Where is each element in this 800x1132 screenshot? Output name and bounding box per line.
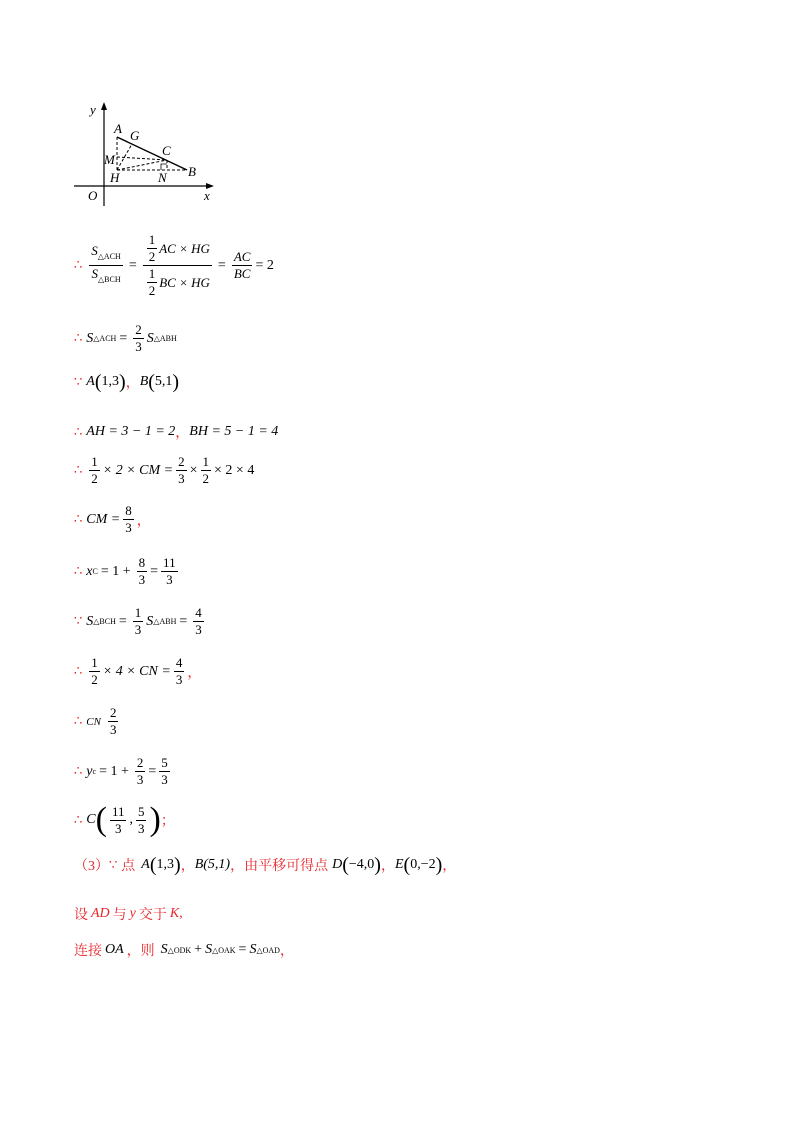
x-var: x <box>86 563 93 579</box>
fraction: $\frac{1}{2}$ <box>91 655 98 687</box>
fraction: $\frac{11}{3}$ <box>111 803 125 836</box>
line-3: ∵ A ( 1,3 ) ， B ( 5,1 ) <box>74 371 180 393</box>
therefore-symbol: ∴ <box>74 664 83 679</box>
line-7 <box>74 555 181 588</box>
expression: × 2 × CM = <box>102 462 174 478</box>
translation-text: ，由平移可得点 <box>230 859 329 874</box>
s-symbol: S <box>146 613 154 629</box>
expression-tail: × 2 × 4 <box>214 462 255 478</box>
fraction: $\frac{8}{3}$ <box>138 555 146 587</box>
ac: AC <box>233 249 251 264</box>
comma: ， <box>125 376 140 391</box>
point-e: E <box>394 857 404 872</box>
coordinate-figure <box>72 100 222 210</box>
point-b: B(5,1) <box>194 857 231 872</box>
cm-lhs: CM = <box>86 511 121 527</box>
label-x: x <box>204 188 210 203</box>
line-14 <box>74 904 183 924</box>
label-o: O <box>88 188 98 203</box>
s-symbol: S <box>91 266 98 281</box>
text: 连接 <box>74 944 102 959</box>
y-var: y <box>86 763 93 779</box>
subscript: △BCH <box>98 275 121 284</box>
fraction: $\frac{2}{3}$ <box>136 755 144 787</box>
label-g: G <box>130 128 140 143</box>
subscript: C <box>92 567 98 576</box>
therefore-symbol: ∴ <box>74 764 83 779</box>
fraction: $\frac{1}{3}$ <box>134 605 142 637</box>
fraction: $\frac{11}{3}$ <box>163 555 176 587</box>
result: = 2 <box>255 257 274 273</box>
therefore-symbol: ∴ <box>74 258 83 273</box>
therefore-symbol: ∴ <box>74 812 83 828</box>
point-word: 点 <box>121 859 136 874</box>
text: 交于 <box>138 908 167 923</box>
area-ratio-fraction <box>89 243 123 288</box>
fraction: $\frac{4}{3}$ <box>195 605 202 637</box>
area-formula-fraction <box>143 232 212 299</box>
comma: ， <box>279 944 294 959</box>
line-4 <box>74 422 278 442</box>
therefore-symbol: ∴ <box>74 714 83 729</box>
line-8 <box>74 605 207 638</box>
s-symbol: S <box>86 330 94 346</box>
label-y: y <box>90 102 96 117</box>
line-6 <box>74 503 151 536</box>
subscript: △ABH <box>153 334 177 343</box>
equals: = <box>148 763 157 779</box>
ac-hg: AC × HG <box>159 240 210 256</box>
y-axis-ref: y <box>129 906 136 921</box>
point-c: C <box>86 812 96 827</box>
s-symbol: S <box>146 330 154 346</box>
ah-value: AH = 3 − 1 = 2 <box>86 424 176 439</box>
subscript: △ABH <box>153 617 177 626</box>
label-b: B <box>188 164 196 179</box>
point-d-coords: −4,0 <box>348 857 375 872</box>
line-12: ∴ C ( $\frac{11}{3}$ , $\frac{5}{3}$ ) ； <box>74 801 175 838</box>
bc: BC <box>233 266 251 281</box>
bh-value: BH = 5 − 1 = 4 <box>189 424 279 439</box>
s-symbol: S <box>91 243 98 258</box>
half-num: 1 <box>148 232 156 247</box>
label-a: A <box>114 121 122 136</box>
line-15 <box>74 940 294 960</box>
therefore-symbol: ∴ <box>74 463 83 478</box>
point-a: A <box>86 374 95 389</box>
fraction: $\frac{2}{3}$ <box>178 454 185 486</box>
text: ，则 <box>126 944 155 959</box>
subscript: △OAK <box>212 945 236 955</box>
line-13: （3） ∵ 点 A ( 1,3 ) ， B(5,1) ，由平移可得点 D ( −4,0 ) ， E ( 0,−2 ) ， <box>74 854 457 876</box>
subscript: △ACH <box>97 252 121 261</box>
subscript: △ODK <box>167 945 192 955</box>
comma: ， <box>187 665 202 681</box>
label-h: H <box>110 170 120 185</box>
line-9 <box>74 655 201 688</box>
part-number: （3） <box>74 859 109 874</box>
line-1: ∴ $\frac{S_{\triangle ACH}}{S_{\triangle BCH}}$ = $\frac{1}{2}$ AC × HG $\frac{1}{2}$ BC × HG = $\frac{AC}{BC}$ = 2 <box>74 232 274 298</box>
line-11 <box>74 755 173 788</box>
comma: ， <box>180 859 195 874</box>
fraction: $\frac{2}{3}$ <box>135 322 142 354</box>
expression: × 4 × CN = <box>102 663 171 679</box>
plus: + <box>194 942 203 957</box>
half-num: 1 <box>148 266 156 281</box>
line-10 <box>74 705 121 738</box>
because-symbol: ∵ <box>74 374 83 390</box>
fraction: $\frac{8}{3}$ <box>125 503 132 535</box>
line-ad: AD <box>91 906 110 921</box>
point-b-coords: 5,1 <box>154 374 173 389</box>
times: × <box>189 462 198 478</box>
equals: = <box>238 942 247 957</box>
equals: = <box>150 563 159 579</box>
point-e-coords: 0,−2 <box>410 857 436 872</box>
fraction: $\frac{1}{2}$ <box>91 454 98 486</box>
comma: ， <box>442 859 457 874</box>
segment-hc <box>117 160 167 170</box>
subscript: △BCH <box>93 617 116 626</box>
s-symbol: S <box>160 942 168 957</box>
text: 设 <box>74 908 88 923</box>
equals: = <box>179 613 188 629</box>
subscript: △ACH <box>93 334 117 343</box>
comma: , <box>179 906 183 921</box>
semicolon: ； <box>160 814 175 829</box>
point-b: B <box>139 374 149 389</box>
because-symbol: ∵ <box>74 614 83 629</box>
equals: = <box>118 613 127 629</box>
label-n: N <box>158 170 167 185</box>
cn-lhs: CN <box>86 715 101 728</box>
segment-oa: OA <box>105 942 124 957</box>
subscript: c <box>92 767 97 776</box>
y-arrow <box>101 102 107 110</box>
comma: ， <box>380 859 395 874</box>
fraction: $\frac{2}{3}$ <box>109 705 117 737</box>
subscript: △OAD <box>256 945 280 955</box>
therefore-symbol: ∴ <box>74 424 83 440</box>
fraction: $\frac{4}{3}$ <box>175 655 183 687</box>
comma: ， <box>136 513 151 529</box>
therefore-symbol: ∴ <box>74 512 83 527</box>
label-m: M <box>104 152 115 167</box>
expression: = 1 + <box>99 763 129 779</box>
comma: ， <box>175 426 190 441</box>
point-a-coords: 1,3 <box>156 857 175 872</box>
fraction: $\frac{1}{2}$ <box>202 454 210 486</box>
text: 与 <box>112 908 127 923</box>
because-symbol: ∵ <box>109 857 118 873</box>
line-2 <box>74 322 177 355</box>
expression: = 1 + <box>100 563 131 579</box>
therefore-symbol: ∴ <box>74 331 83 346</box>
point-a: A <box>141 857 150 872</box>
therefore-symbol: ∴ <box>74 564 83 579</box>
s-symbol: S <box>205 942 213 957</box>
point-a-coords: 1,3 <box>101 374 120 389</box>
line-5 <box>74 454 254 487</box>
label-c: C <box>162 143 171 158</box>
half-den: 2 <box>148 249 156 264</box>
segment-ab <box>117 137 187 170</box>
fraction: $\frac{5}{3}$ <box>161 755 168 787</box>
point-d: D <box>332 857 343 872</box>
equals: = <box>119 330 128 346</box>
s-symbol: S <box>86 613 94 629</box>
bc-hg: BC × HG <box>159 274 210 290</box>
s-symbol: S <box>249 942 257 957</box>
half-den: 2 <box>148 283 156 298</box>
point-k: K <box>169 906 180 921</box>
ac-bc-fraction <box>232 249 253 282</box>
fraction: $\frac{5}{3}$ <box>137 803 145 836</box>
